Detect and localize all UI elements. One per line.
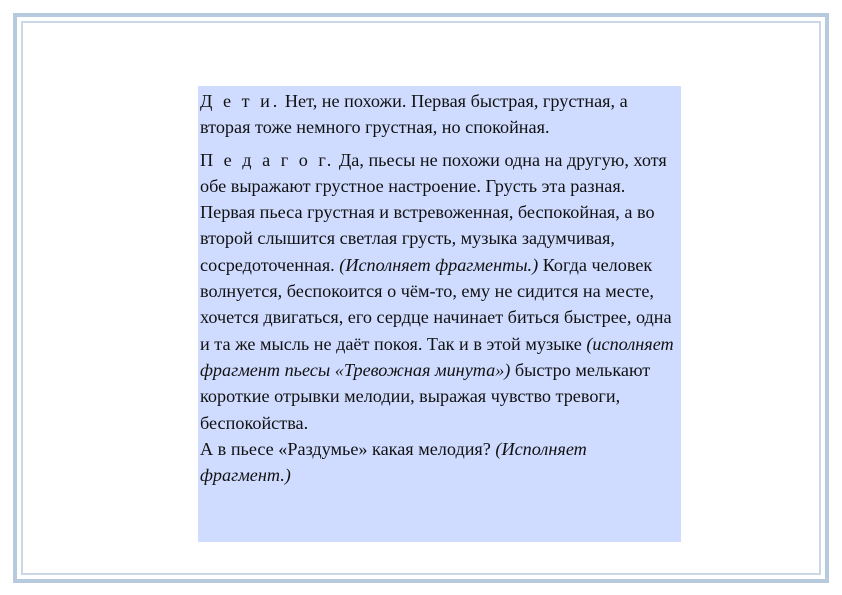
stage-direction-2: (исполняет фрагмент пьесы «Тревожная минута») [200,333,674,380]
stage-direction-3: (Исполняет фрагмент.) [200,438,587,486]
speaker-teacher: П е д а г о г. [200,149,335,170]
children-reply-text: Нет, не похожи. Первая быстрая, грустная, а вторая тоже немного грустная, но спокойная. [200,91,628,138]
paragraph-teacher-reply [200,147,681,436]
text-block [198,86,681,542]
paragraph-question [200,436,681,489]
speaker-children: Д е т и. [200,91,281,111]
question-text: А в пьесе «Раздумье» какая мелодия? [200,438,496,459]
teacher-text-2: Когда человек волнуется, беспокоится о чём-то, ему не сидится на месте, хочется двигаться, его сердце начинает биться быстрее, одна и та же мысль не даёт покоя. Так и в этой музыке [200,254,672,354]
teacher-text-3: быстро мелькают короткие отрывки мелодии, выражая чувство тревоги, беспокойства. [200,359,651,433]
teacher-text-1: Да, пьесы не похожи одна на другую, хотя обе выражают грустное настроение. Грусть эта разная. Первая пьеса грустная и встревоженная, беспокойная, а во второй слышится светлая грусть, музыка задумчивая, сосредоточенная. [200,149,667,275]
stage-direction-1: (Исполняет фрагменты.) [339,254,539,275]
paragraph-children-reply [200,88,681,141]
